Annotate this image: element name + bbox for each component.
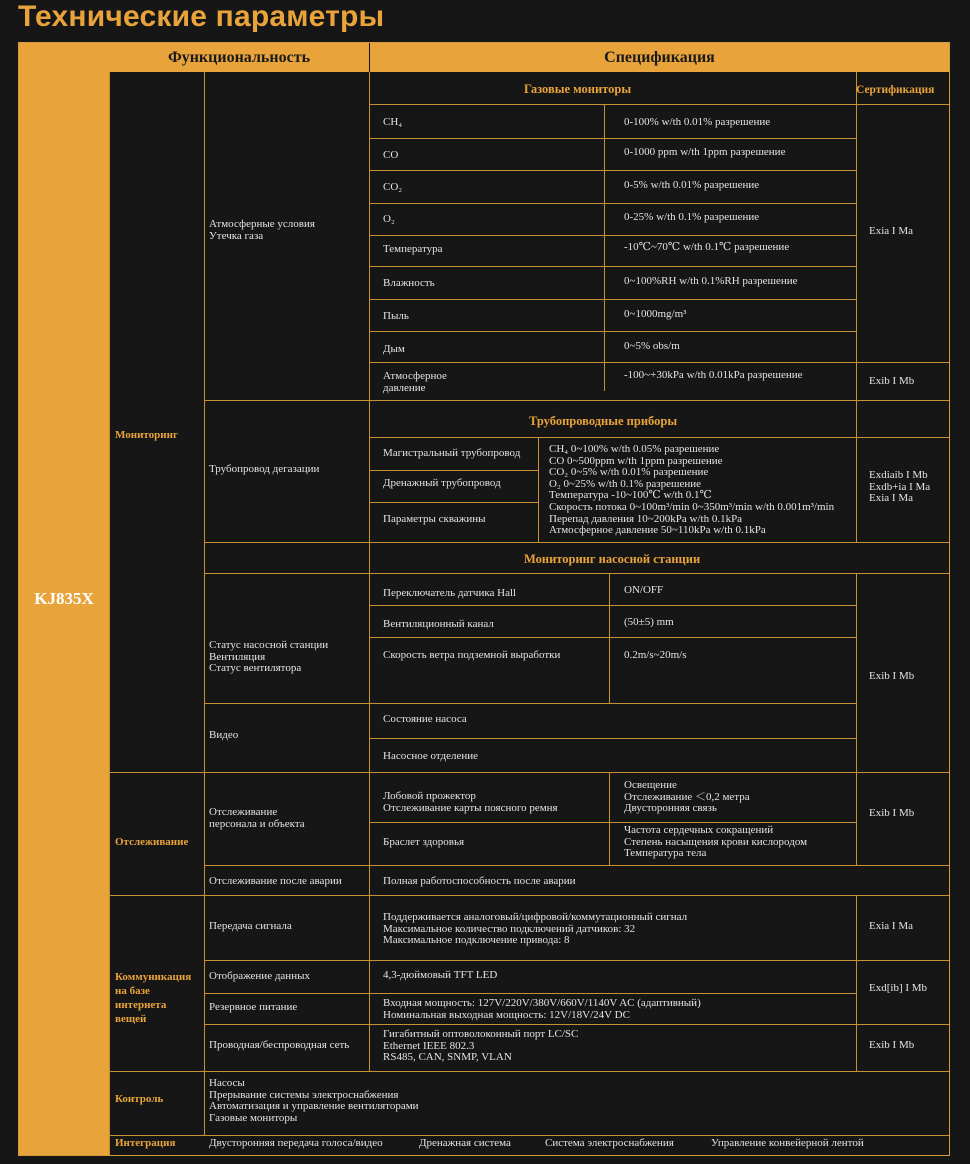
net-label: Проводная/беспроводная сеть xyxy=(209,1039,350,1051)
gas-name: Пыль xyxy=(383,310,409,322)
pipe-cert-line: Exdb+ia I Ma xyxy=(869,480,931,493)
pipe-header: Трубопроводные приборы xyxy=(529,414,678,428)
net-spec xyxy=(383,1029,578,1064)
video-row: Насосное отделение xyxy=(383,750,479,762)
header-specification xyxy=(370,43,949,72)
video-row: Состояние насоса xyxy=(383,713,467,725)
display-label: Отображение данных xyxy=(209,970,310,982)
integration-item: Управление конвейерной лентой xyxy=(711,1137,864,1149)
gas-spec: 0~100%RH w/th 0.1%RH разрешение xyxy=(624,275,798,287)
gas-header: Газовые мониторы xyxy=(524,82,632,96)
video-label: Видео xyxy=(209,729,239,741)
section-communication-line: вещей xyxy=(115,1013,147,1025)
gas-spec: 0-25% w/th 0.1% разрешение xyxy=(624,211,760,223)
gas-name: Влажность xyxy=(383,277,435,289)
lamp-name-line: Лобовой прожектор xyxy=(383,790,476,802)
pipe-spec-line: CH₄ 0~100% w/th 0.05% разрешение xyxy=(549,443,720,455)
section-communication-line: Коммуникация xyxy=(115,971,192,983)
pipe-spec-line: O₂ 0~25% w/th 0.1% разрешение xyxy=(549,477,701,490)
pipe-spec-line: Атмосферное давление 50~110kPa w/th 0.1kPa xyxy=(549,524,766,537)
cert-header: Сертификация xyxy=(856,84,935,96)
control-item: Автоматизация и управление вентиляторами xyxy=(209,1100,419,1113)
bracelet-name: Браслет здоровья xyxy=(383,836,465,848)
pipe-spec xyxy=(549,444,834,537)
pipe-row: Магистральный трубопровод xyxy=(383,447,521,459)
net-spec-line: Гигабитный оптоволоконный порт LC/SC xyxy=(383,1028,579,1040)
pipe-spec-line: CO₂ 0~5% w/th 0.01% разрешение xyxy=(549,466,709,479)
gas-name: O₂ xyxy=(383,213,395,225)
bracelet-spec-line: Температура тела xyxy=(624,847,707,860)
pump-cert: Exib I Mb xyxy=(869,670,915,682)
pipe-cert xyxy=(869,470,930,505)
pipe-row: Дренажный трубопровод xyxy=(383,477,501,489)
spec-table xyxy=(18,42,950,1156)
pressure-spec: -100~+30kPa w/th 0.01kPa разрешение xyxy=(624,369,803,381)
pump-row-name: Переключатель датчика Hall xyxy=(383,587,517,599)
pipe-spec-line: Скорость потока 0~100m³/min 0~350m³/min w/th 0.001m³/min xyxy=(549,500,835,513)
pipe-cert-line: Exdiaib I Mb xyxy=(869,469,928,481)
gas-spec: 0-100% w/th 0.01% разрешение xyxy=(624,116,771,128)
backup-spec-line: Входная мощность: 127V/220V/380V/660V/1140V AC (адаптивный) xyxy=(383,997,701,1009)
pressure-name-line: Атмосферное xyxy=(383,370,447,382)
atmo-label xyxy=(209,219,315,242)
header-functionality xyxy=(109,43,369,72)
gas-spec: 0-1000 ppm w/th 1ppm разрешение xyxy=(624,146,786,158)
after-label: Отслеживание после аварии xyxy=(209,875,342,887)
pipe-cert-line: Exia I Ma xyxy=(869,492,913,505)
bracelet-spec-line: Частота сердечных сокращений xyxy=(624,824,774,836)
control-list xyxy=(209,1078,419,1124)
gas-name: CO₂ xyxy=(383,181,403,193)
lamp-spec-line: Освещение xyxy=(624,779,677,791)
pipe-spec-line: Перепад давления 10~200kPa w/th 0.1kPa xyxy=(549,512,743,525)
backup-spec-line: Номинальная выходная мощность: 12V/18V/24V DC xyxy=(383,1008,630,1021)
cert-pressure: Exib I Mb xyxy=(869,375,915,387)
gas-name: Температура xyxy=(383,243,443,255)
atmo-label-line: Атмосферные условия xyxy=(209,218,315,230)
control-item: Газовые мониторы xyxy=(209,1111,298,1124)
backup-spec xyxy=(383,998,701,1021)
pipe-row: Параметры скважины xyxy=(383,513,486,525)
gas-spec: 0-5% w/th 0.01% разрешение xyxy=(624,179,760,191)
pipe-spec-line: Температура -10~100℃ w/th 0.1℃ xyxy=(549,489,712,502)
signal-label: Передача сигнала xyxy=(209,920,292,932)
model-cell xyxy=(19,43,109,1155)
signal-spec-line: Максимальное подключение привода: 8 xyxy=(383,934,570,947)
bracelet-spec xyxy=(624,825,807,860)
lamp-spec-line: Двусторонняя связь xyxy=(624,802,717,815)
signal-spec-line: Поддерживается аналоговый/цифровой/коммутационный сигнал xyxy=(383,911,688,923)
integration-item: Дренажная система xyxy=(419,1137,511,1149)
display-cert: Exd[ib] I Mb xyxy=(869,982,928,994)
gas-name: CH₄ xyxy=(383,116,403,128)
control-item: Насосы xyxy=(209,1077,245,1089)
pump-row-spec: 0.2m/s~20m/s xyxy=(624,649,687,661)
pipe-label: Трубопровод дегазации xyxy=(209,463,320,475)
pump-row-spec: ON/OFF xyxy=(624,584,664,596)
bracelet-spec-line: Степень насыщения крови кислородом xyxy=(624,835,808,848)
net-spec-line: Ethernet IEEE 802.3 xyxy=(383,1039,475,1052)
lamp-spec xyxy=(624,780,750,815)
pump-label xyxy=(209,640,328,675)
model-label: KJ835X xyxy=(34,589,94,608)
header-specification-label: Спецификация xyxy=(604,48,715,66)
gas-name: CO xyxy=(383,149,399,161)
pump-label-line: Вентиляция xyxy=(209,650,266,663)
atmo-label-line: Утечка газа xyxy=(209,229,264,242)
section-communication-line: интернета xyxy=(115,999,167,1011)
pressure-name xyxy=(383,371,447,394)
pump-label-line: Статус вентилятора xyxy=(209,662,302,675)
pump-row-name: Скорость ветра подземной выработки xyxy=(383,649,561,661)
gas-spec: -10℃~70℃ w/th 0.1℃ разрешение xyxy=(624,241,790,253)
page-title: Технические параметры xyxy=(18,0,385,33)
person-label-line: персонала и объекта xyxy=(209,817,305,830)
section-monitoring: Мониторинг xyxy=(115,429,178,441)
net-spec-line: RS485, CAN, SNMP, VLAN xyxy=(383,1051,512,1064)
control-item: Прерывание системы электроснабжения xyxy=(209,1088,399,1101)
cert-gas: Exia I Ma xyxy=(869,225,913,237)
gas-name: Дым xyxy=(383,343,405,355)
tracking-cert: Exib I Mb xyxy=(869,807,915,819)
section-communication-line: на базе xyxy=(115,985,150,997)
signal-cert: Exia I Ma xyxy=(869,920,913,932)
gas-spec: 0~1000mg/m³ xyxy=(624,308,687,320)
integration-item: Двусторонняя передача голоса/видео xyxy=(209,1137,383,1149)
pressure-name-line: давление xyxy=(383,381,426,394)
pump-header: Мониторинг насосной станции xyxy=(524,552,701,566)
header-functionality-label: Функциональность xyxy=(167,48,311,66)
section-control: Контроль xyxy=(115,1093,164,1105)
gas-spec: 0~5% obs/m xyxy=(624,340,680,352)
signal-spec xyxy=(383,912,687,947)
signal-spec-line: Максимальное количество подключений датчиков: 32 xyxy=(383,922,636,935)
display-spec: 4,3-дюймовый TFT LED xyxy=(383,969,498,981)
after-spec: Полная работоспособность после аварии xyxy=(383,875,576,887)
section-integration: Интеграция xyxy=(115,1137,176,1149)
pump-row-name: Вентиляционный канал xyxy=(383,618,494,630)
pump-label-line: Статус насосной станции xyxy=(209,639,329,651)
pump-row-spec: (50±5) mm xyxy=(624,616,674,628)
section-tracking: Отслеживание xyxy=(115,836,189,848)
backup-label: Резервное питание xyxy=(209,1001,298,1013)
net-cert: Exib I Mb xyxy=(869,1039,915,1051)
integration-item: Система электроснабжения xyxy=(545,1137,674,1149)
section-communication xyxy=(115,970,191,1026)
person-label-line: Отслеживание xyxy=(209,806,278,818)
lamp-name-line: Отслеживание карты поясного ремня xyxy=(383,801,558,814)
lamp-name xyxy=(383,791,558,814)
person-label xyxy=(209,807,305,830)
lamp-spec-line: Отслеживание ＜0,2 метра xyxy=(624,790,750,803)
pipe-spec-line: CO 0~500ppm w/th 1ppm разрешение xyxy=(549,454,723,467)
